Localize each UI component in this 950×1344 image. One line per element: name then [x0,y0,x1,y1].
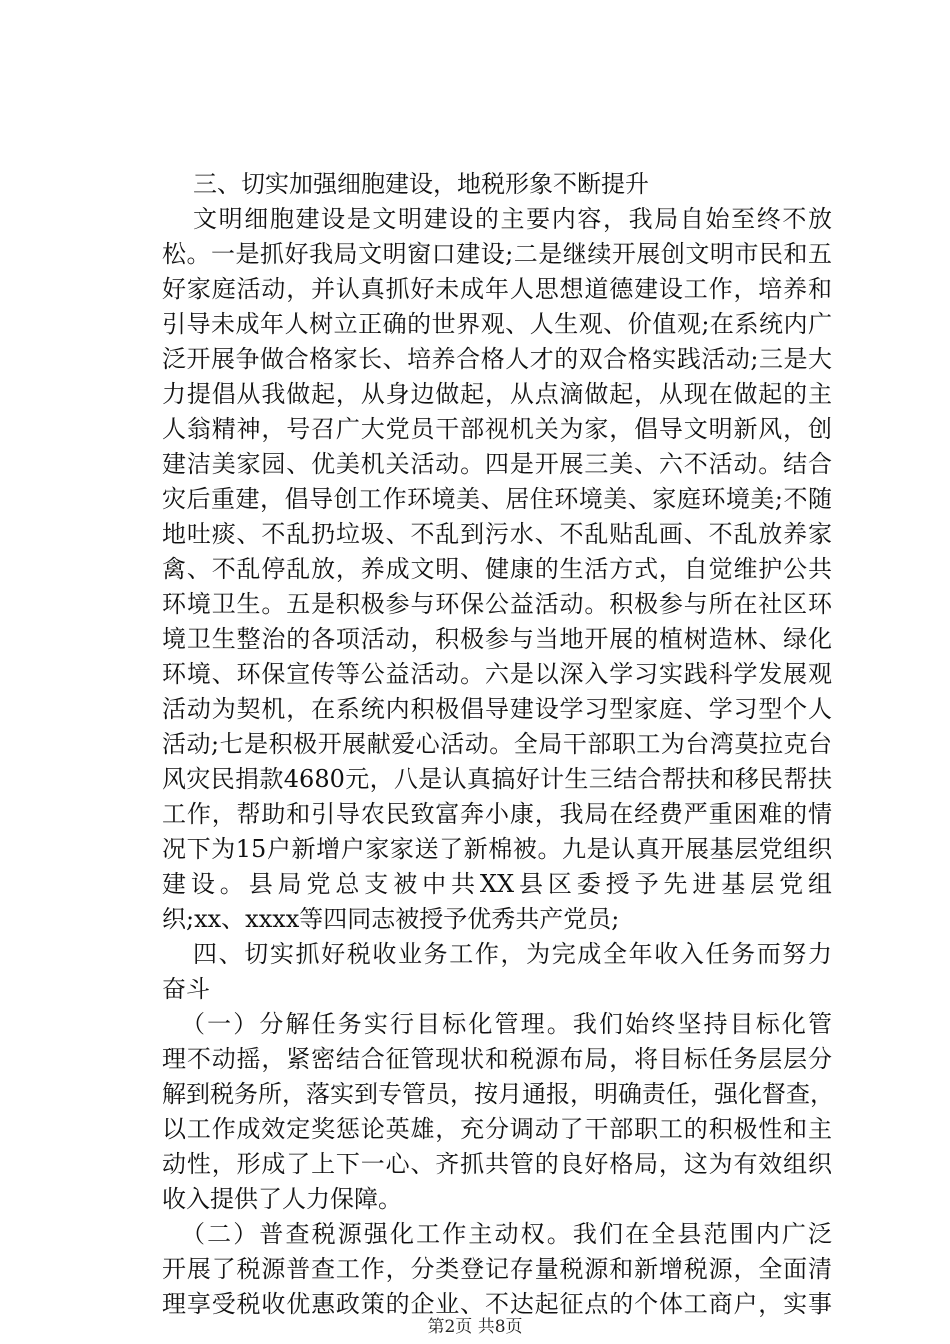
paragraph-line: 动性，形成了上下一心、齐抓共管的良好格局，这为有效组织 [162,1150,832,1178]
paragraph-line: 文明细胞建设是文明建设的主要内容，我局自始至终不放 [193,205,832,233]
subsection-heading-1: （一）分解任务实行目标化管理。我们始终坚持目标化管 [181,1010,832,1038]
paragraph-line: 人翁精神，号召广大党员干部视机关为家，倡导文明新风，创 [162,415,832,443]
paragraph-line: 活动为契机，在系统内积极倡导建设学习型家庭、学习型个人 [162,695,832,723]
paragraph-line: 地吐痰、不乱扔垃圾、不乱到污水、不乱贴乱画、不乱放养家 [162,520,832,548]
paragraph-line: 好家庭活动，并认真抓好未成年人思想道德建设工作，培养和 [162,275,832,303]
paragraph-line: 况下为15户新增户家家送了新棉被。九是认真开展基层党组织 [162,835,832,863]
paragraph-line: 工作，帮助和引导农民致富奔小康，我局在经费严重困难的情 [162,800,832,828]
paragraph-line: 理不动摇，紧密结合征管现状和税源布局，将目标任务层层分 [162,1045,832,1073]
paragraph-line: 禽、不乱停乱放，养成文明、健康的生活方式，自觉维护公共 [162,555,832,583]
subsection-heading-2: （二）普查税源强化工作主动权。我们在全县范围内广泛 [181,1220,832,1248]
paragraph-line: 力提倡从我做起，从身边做起，从点滴做起，从现在做起的主 [162,380,832,408]
paragraph-line: 泛开展争做合格家长、培养合格人才的双合格实践活动;三是大 [162,345,832,373]
paragraph-line: 环境、环保宣传等公益活动。六是以深入学习实践科学发展观 [162,660,832,688]
paragraph-line: 以工作成效定奖惩论英雄，充分调动了干部职工的积极性和主 [162,1115,832,1143]
paragraph-line: 建设。县局党总支被中共XX县区委授予先进基层党组 [162,870,832,898]
paragraph-line: 织;xx、xxxx等四同志被授予优秀共产党员; [162,905,620,933]
section-heading-4: 四、切实抓好税收业务工作，为完成全年收入任务而努力 [193,940,832,968]
paragraph-line: 开展了税源普查工作，分类登记存量税源和新增税源，全面清 [162,1255,832,1283]
section-heading-4-continued: 奋斗 [162,975,210,1003]
paragraph-line: 风灾民捐款4680元，八是认真搞好计生三结合帮扶和移民帮扶 [162,765,832,793]
paragraph-line: 建洁美家园、优美机关活动。四是开展三美、六不活动。结合 [162,450,832,478]
paragraph-line: 境卫生整治的各项活动，积极参与当地开展的植树造林、绿化 [162,625,832,653]
section-heading-3: 三、切实加强细胞建设，地税形象不断提升 [193,170,649,198]
paragraph-line: 引导未成年人树立正确的世界观、人生观、价值观;在系统内广 [162,310,832,338]
paragraph-line: 活动;七是积极开展献爱心活动。全局干部职工为台湾莫拉克台 [162,730,832,758]
paragraph-line: 松。一是抓好我局文明窗口建设;二是继续开展创文明市民和五 [162,240,832,268]
paragraph-line: 收入提供了人力保障。 [162,1185,402,1213]
paragraph-line: 环境卫生。五是积极参与环保公益活动。积极参与所在社区环 [162,590,832,618]
paragraph-line: 灾后重建，倡导创工作环境美、居住环境美、家庭环境美;不随 [162,485,832,513]
paragraph-line: 理享受税收优惠政策的企业、不达起征点的个体工商户，实事 [162,1290,832,1318]
page-number-footer: 第2页 共8页 [427,1317,523,1337]
paragraph-line: 解到税务所，落实到专管员，按月通报，明确责任，强化督查， [162,1080,834,1108]
